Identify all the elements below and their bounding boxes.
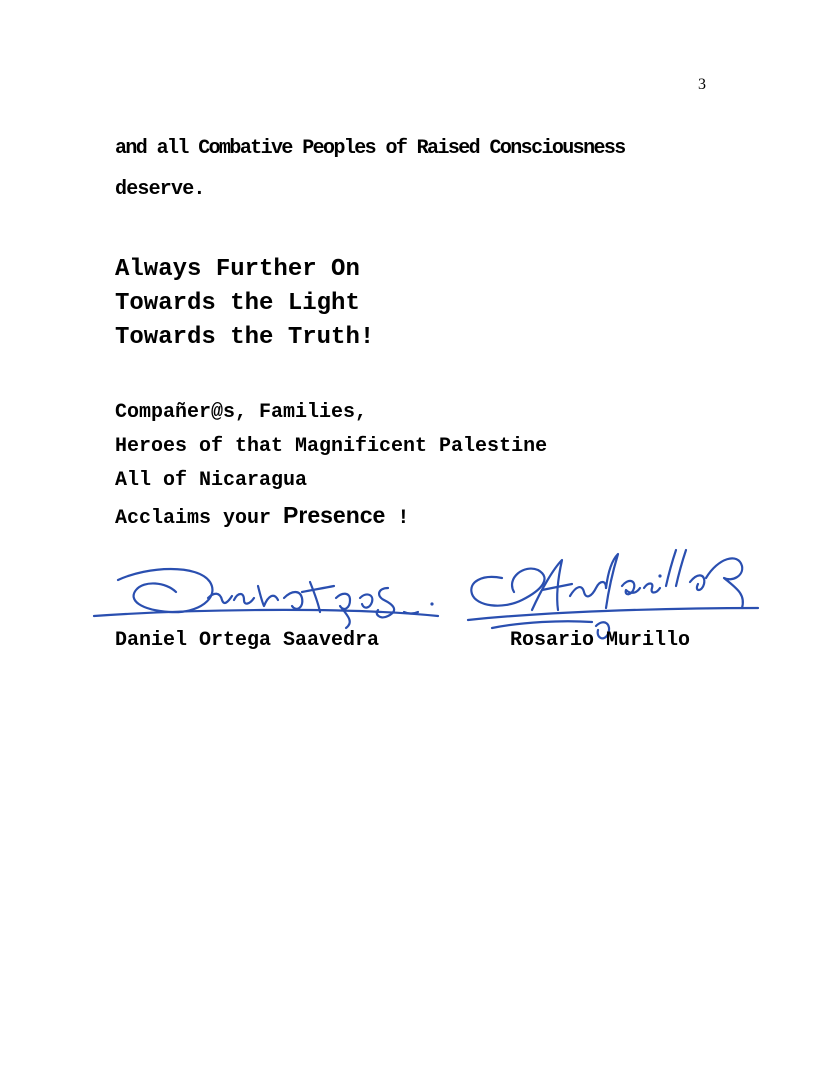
greeting	[115, 396, 547, 536]
greeting-line-2: Heroes of that Magnificent Palestine	[115, 435, 548, 458]
paragraph-line-2: deserve.	[115, 178, 205, 201]
signatory-name-rosario: Rosario Murillo	[510, 629, 691, 652]
motto-line-2: Towards the Light	[115, 290, 360, 317]
greeting-line-1: Compañer@s, Families,	[115, 401, 368, 424]
motto	[115, 253, 374, 355]
signatory-name-daniel: Daniel Ortega Saavedra	[115, 629, 380, 652]
presence-word: Presence	[283, 502, 386, 528]
motto-line-3: Towards the Truth!	[115, 324, 375, 351]
signature-daniel-ortega	[88, 556, 448, 636]
greeting-line-4-suffix: !	[385, 507, 410, 530]
motto-line-1: Always Further On	[115, 256, 360, 283]
greeting-line-4-prefix: Acclaims your	[115, 507, 284, 530]
greeting-line-3: All of Nicaragua	[115, 469, 308, 492]
paragraph-line-1: and all Combative Peoples of Raised Consciousness	[115, 137, 625, 160]
page-number: 3	[698, 76, 706, 93]
greeting-line-4	[115, 498, 547, 536]
closing-paragraph	[115, 128, 725, 210]
